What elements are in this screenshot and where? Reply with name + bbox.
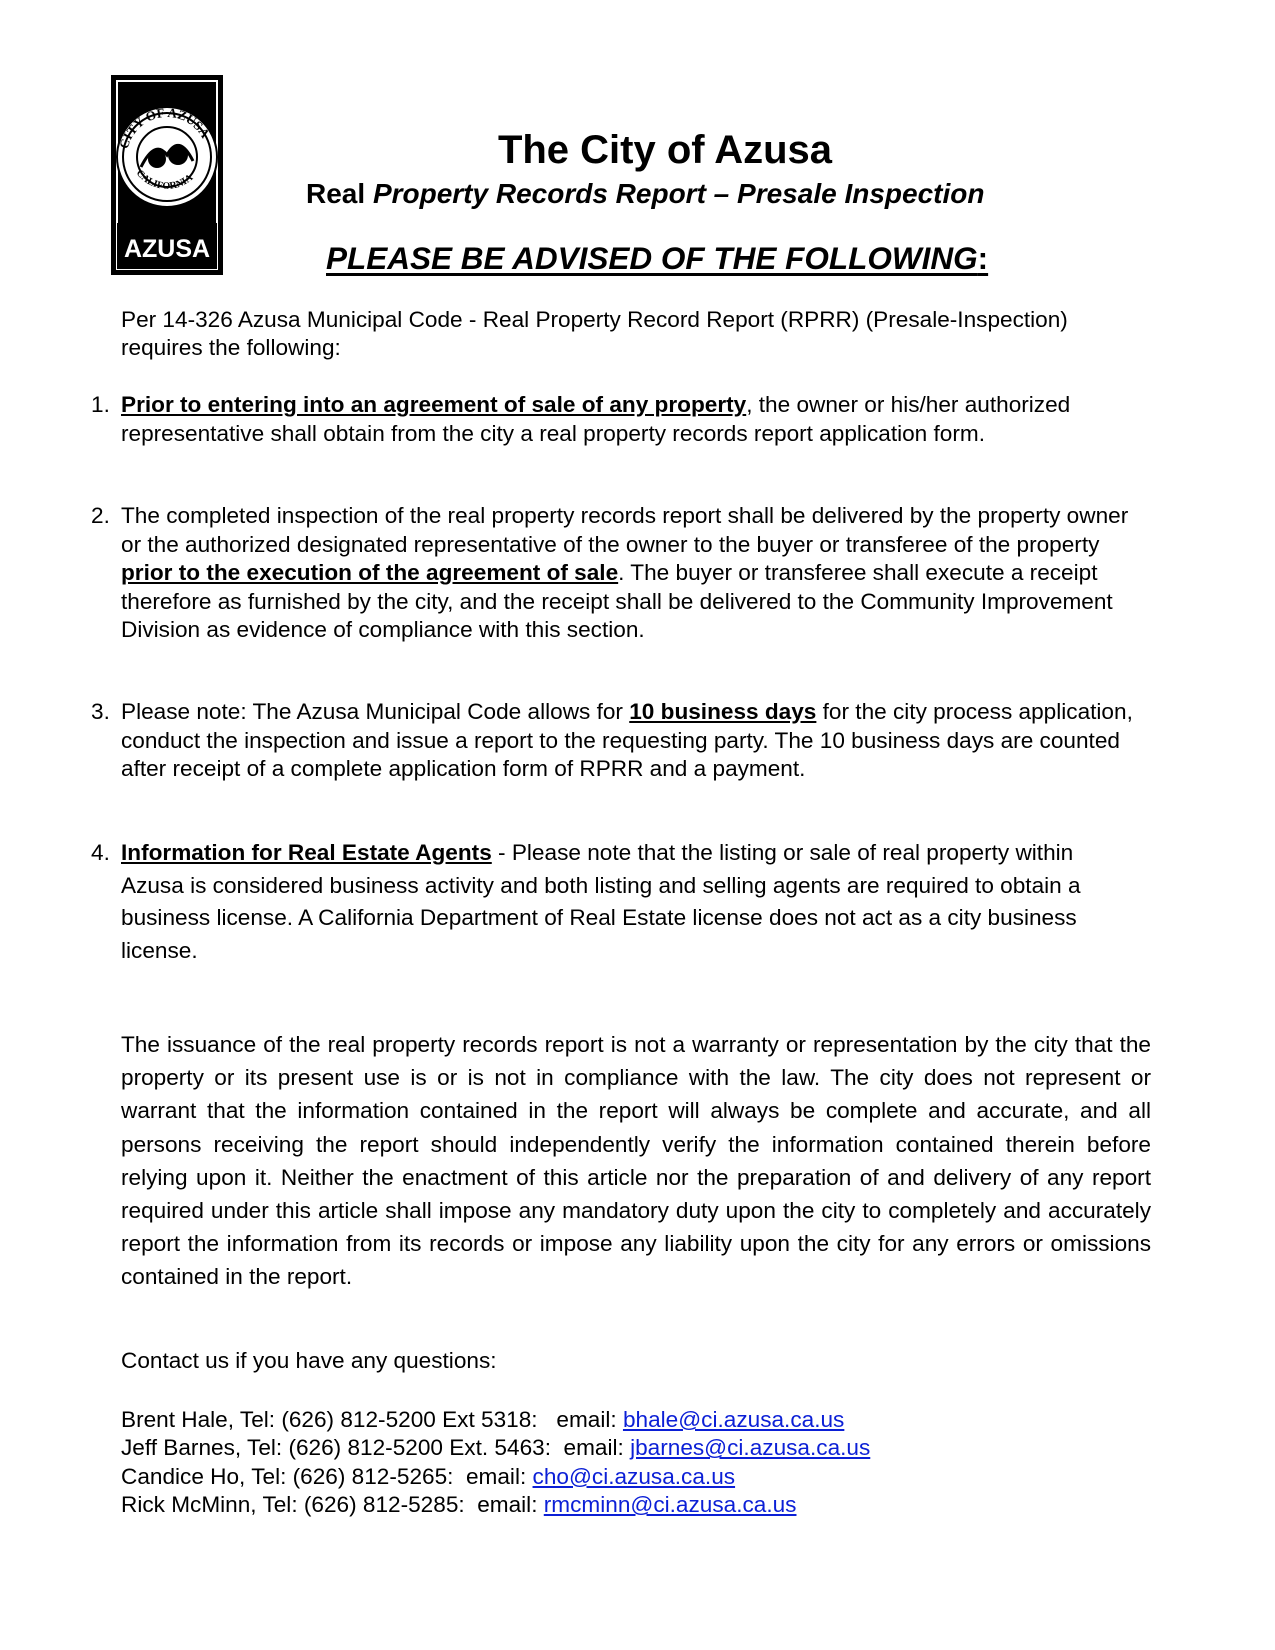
contact-text: Brent Hale, Tel: (626) 812-5200 Ext 5318: email: xyxy=(121,1407,623,1432)
list-number: 3. xyxy=(91,699,110,724)
emphasis-text: prior to the execution of the agreement of sale xyxy=(121,560,619,585)
contact-text: Candice Ho, Tel: (626) 812-5265: email: xyxy=(121,1463,533,1489)
emphasis-text: Prior to entering into an agreement of sale of any property xyxy=(121,392,747,417)
contact-line xyxy=(121,1434,870,1462)
item-text: Please note: The Azusa Municipal Code allows for xyxy=(121,699,630,724)
list-item-1 xyxy=(91,391,1141,448)
email-link[interactable]: rmcminn@ci.azusa.ca.us xyxy=(543,1492,797,1518)
advisory-colon: : xyxy=(977,240,989,276)
svg-text:CITY OF AZUSA: CITY OF AZUSA xyxy=(115,104,214,151)
item-text: The completed inspection of the real property records report shall be delivered by the property owner or the authorized designated representative of the owner to the buyer or transferee of the property xyxy=(121,503,1129,557)
advisory-text: PLEASE BE ADVISED OF THE FOLLOWING xyxy=(326,240,978,276)
list-item-2 xyxy=(91,502,1141,645)
list-item-4 xyxy=(91,837,1141,967)
item-text: , the owner or his/her authorized representative shall obtain from the city a real property records report application form. xyxy=(121,392,1071,446)
list-item-3 xyxy=(91,698,1141,784)
contact-text: Rick McMinn, Tel: (626) 812-5285: email: xyxy=(121,1492,544,1518)
email-link[interactable]: bhale@ci.azusa.ca.us xyxy=(622,1407,845,1432)
contact-line xyxy=(121,1463,870,1491)
city-seal-logo xyxy=(111,75,223,275)
subtitle-italic: Property Records Report – Presale Inspection xyxy=(372,178,985,209)
email-link[interactable]: jbarnes@ci.azusa.ca.us xyxy=(630,1435,871,1461)
intro-paragraph: Per 14-326 Azusa Municipal Code - Real Property Record Report (RPRR) (Presale-Inspection) requires the following: xyxy=(121,307,1068,360)
disclaimer-paragraph: The issuance of the real property records report is not a warranty or representation by the city that the property or its present use is or is not in compliance with the law. The city does not represent or warrant that the information contained in the report will always be complete and accurate, and all persons receiving the report should independently verify the information contained therein before relying upon it. Neither the enactment of this article nor the preparation of and delivery of any report required under this article shall impose any mandatory duty upon the city to completely and accurately report the information from its records or impose any liability upon the city for any errors or omissions contained in the report. xyxy=(121,1032,1151,1290)
page-subtitle xyxy=(306,178,984,210)
page-title: The City of Azusa xyxy=(497,128,833,172)
emphasis-text: Information for Real Estate Agents xyxy=(121,840,492,865)
subtitle-plain: Real xyxy=(306,178,373,209)
item-text: - Please note that the listing or sale of real property within Azusa is considered business activity and both listing and selling agents are required to obtain a business license. A California Department of Real Estate license does not act as a city business license. xyxy=(121,840,1081,963)
list-number: 2. xyxy=(91,503,110,528)
contact-text: Jeff Barnes, Tel: (626) 812-5200 Ext. 5463: email: xyxy=(121,1435,631,1461)
list-number: 4. xyxy=(91,840,110,865)
contact-list xyxy=(121,1406,870,1520)
svg-text:CALIFORNIA: CALIFORNIA xyxy=(133,167,196,192)
item-text: . The buyer or transferee shall execute a receipt therefore as furnished by the city, and the receipt shall be delivered to the Community Improvement Division as evidence of compliance with this section. xyxy=(121,560,1113,642)
svg-text:AZUSA: AZUSA xyxy=(123,235,211,263)
email-link[interactable]: cho@ci.azusa.ca.us xyxy=(532,1463,736,1489)
contact-line xyxy=(121,1406,870,1434)
advisory-heading xyxy=(326,240,988,277)
contact-line xyxy=(121,1491,870,1519)
emphasis-text: 10 business days xyxy=(629,699,817,724)
item-text: for the city process application, conduct the inspection and issue a report to the requesting party. The 10 business days are counted after receipt of a complete application form of RPRR and a payment. xyxy=(121,699,1133,781)
list-number: 1. xyxy=(91,392,110,417)
contact-heading: Contact us if you have any questions: xyxy=(121,1348,497,1373)
